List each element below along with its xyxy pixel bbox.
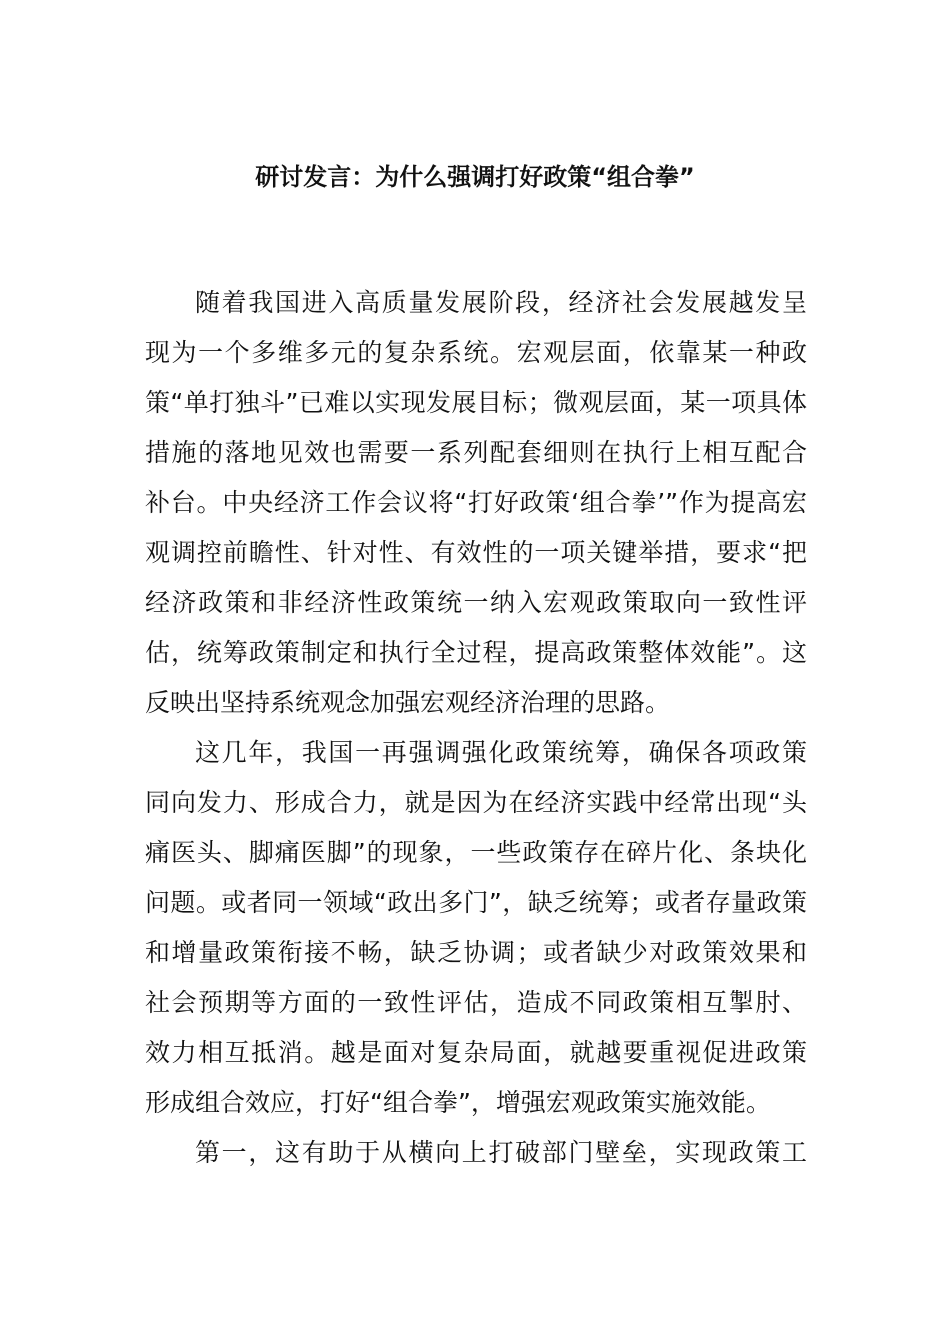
document-body [145,278,807,1178]
paragraph-line: 经济政策和非经济性政策统一纳入宏观政策取向一致性评 [145,588,807,617]
paragraph-line: 反映出坚持系统观念加强宏观经济治理的思路。 [145,688,671,717]
paragraph-line: 这几年，我国一再强调强化政策统筹，确保各项政策 [195,738,807,767]
paragraph [145,278,807,728]
paragraph-line: 同向发力、形成合力，就是因为在经济实践中经常出现“头 [145,788,807,817]
paragraph-line: 效力相互抵消。越是面对复杂局面，就越要重视促进政策 [145,1038,807,1067]
paragraph-line: 社会预期等方面的一致性评估，造成不同政策相互掣肘、 [145,988,807,1017]
paragraph-line: 补台。中央经济工作会议将“打好政策‘组合拳’”作为提高宏 [145,488,807,517]
paragraph-line: 策“单打独斗”已难以实现发展目标；微观层面，某一项具体 [145,388,807,417]
paragraph [145,728,807,1128]
paragraph-line: 现为一个多维多元的复杂系统。宏观层面，依靠某一种政 [145,338,807,367]
document-title: 研讨发言：为什么强调打好政策“组合拳” [255,163,695,191]
paragraph-line: 观调控前瞻性、针对性、有效性的一项关键举措，要求“把 [145,538,807,567]
paragraph-line: 随着我国进入高质量发展阶段，经济社会发展越发呈 [195,288,807,317]
paragraph-line: 第一，这有助于从横向上打破部门壁垒，实现政策工 [195,1138,807,1167]
paragraph [145,1128,807,1178]
paragraph-line: 措施的落地见效也需要一系列配套细则在执行上相互配合 [145,438,807,467]
paragraph-line: 痛医头、脚痛医脚”的现象，一些政策存在碎片化、条块化 [145,838,807,867]
paragraph-line: 问题。或者同一领域“政出多门”，缺乏统筹；或者存量政策 [145,888,807,917]
paragraph-line: 估，统筹政策制定和执行全过程，提高政策整体效能”。这 [145,638,807,667]
paragraph-line: 形成组合效应，打好“组合拳”，增强宏观政策实施效能。 [145,1088,771,1117]
paragraph-line: 和增量政策衔接不畅，缺乏协调；或者缺少对政策效果和 [145,938,807,967]
